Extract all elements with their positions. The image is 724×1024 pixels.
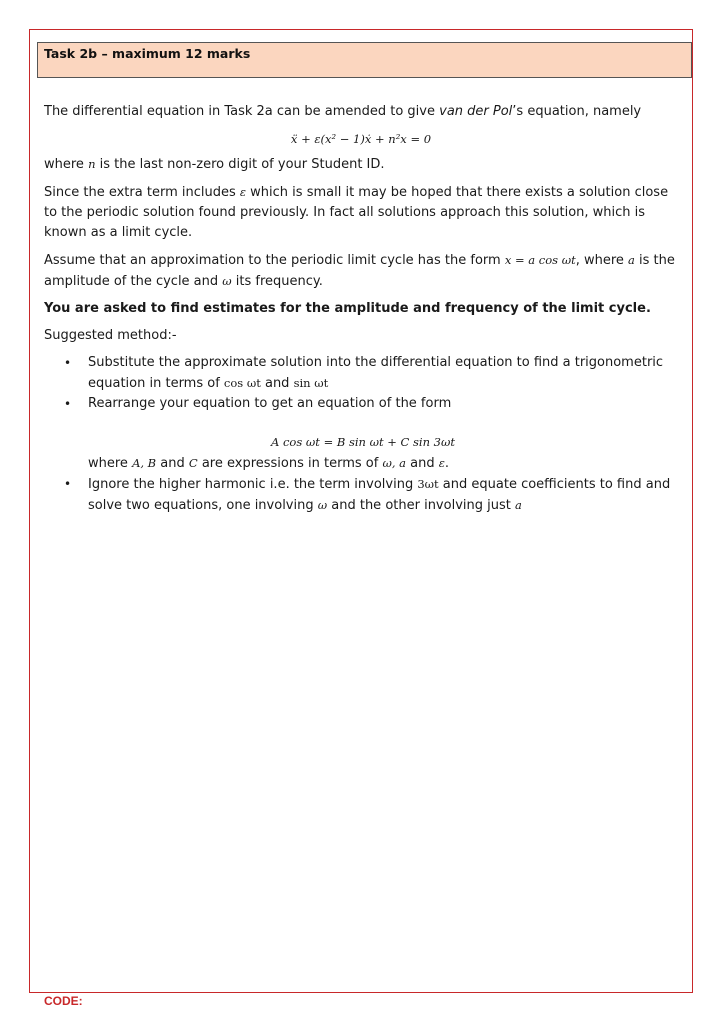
item2-text: Rearrange your equation to get an equation of the form — [88, 396, 452, 411]
var-a: a — [628, 253, 635, 267]
assume-paragraph — [44, 250, 678, 292]
since-paragraph — [44, 182, 678, 243]
where-abc-before: where — [88, 456, 133, 471]
item1-and: and — [260, 376, 294, 391]
task-title: Task 2b – maximum 12 marks — [44, 46, 251, 61]
bullet-icon: • — [64, 477, 72, 491]
var-c: C — [188, 456, 198, 470]
bullet-icon: • — [64, 397, 72, 411]
instruction-bold: You are asked to find estimates for the amplitude and frequency of the limit cycle. — [44, 301, 651, 316]
item3-before: Ignore the higher harmonic i.e. the term involving — [88, 477, 418, 492]
item3-var-omega: ω — [317, 498, 328, 512]
item1-before: Substitute the approximate solution into the differential equation to find a trigonometric equation in terms of — [88, 355, 664, 391]
item1-cos: cos ωt — [223, 376, 261, 390]
suggested-method-label: Suggested method:- — [44, 328, 177, 343]
where-n-after: is the last non-zero digit of your Student ID. — [95, 157, 385, 172]
where-n-before: where — [44, 157, 89, 172]
assume-after: its frequency. — [231, 274, 323, 289]
van-der-pol-equation: ẍ + ε(x² − 1)ẋ + n²x = 0 — [290, 132, 432, 146]
main-equation — [44, 129, 678, 149]
item1-sin: sin ωt — [293, 376, 329, 390]
item3-mid: and equate coefficients to find and solve two equations, one involving — [88, 477, 671, 513]
method-item-rearrange — [44, 394, 678, 474]
vars-a-b: A, B — [132, 456, 157, 470]
target-equation-text: A cos ωt = B sin ωt + C sin 3ωt — [271, 435, 455, 449]
method-list — [44, 353, 678, 516]
task-content — [44, 102, 678, 516]
var-epsilon-2: ε — [438, 456, 445, 470]
where-n-paragraph — [44, 154, 678, 175]
target-equation — [88, 432, 678, 453]
intro-text-after: ’s equation, namely — [512, 104, 642, 119]
item3-var-a: a — [514, 498, 522, 512]
where-abc-and2: and — [405, 456, 439, 471]
method-item-ignore-harmonic — [44, 474, 678, 516]
where-abc-line — [88, 453, 678, 474]
vars-omega-a: ω, a — [382, 456, 406, 470]
where-abc-end: . — [444, 456, 450, 471]
bullet-icon: • — [64, 356, 72, 370]
task-header — [37, 42, 692, 78]
assume-before: Assume that an approximation to the periodic limit cycle has the form — [44, 253, 505, 268]
var-omega: ω — [222, 274, 232, 288]
item3-mid2: and the other involving just — [327, 498, 515, 513]
code-label: CODE: — [44, 994, 83, 1008]
where-abc-mid: are expressions in terms of — [197, 456, 383, 471]
van-der-pol-name: van der Pol — [439, 104, 513, 119]
var-epsilon: ε — [239, 185, 247, 199]
assume-mid2: is the amplitude of the cycle and — [44, 253, 675, 289]
var-n: n — [88, 157, 96, 171]
term-3wt: 3ωt — [417, 477, 439, 491]
assume-mid1: , where — [575, 253, 629, 268]
solution-form: x = a cos ωt — [504, 253, 576, 267]
where-abc-and: and — [156, 456, 189, 471]
intro-text-before: The differential equation in Task 2a can be amended to give — [44, 104, 440, 119]
since-before: Since the extra term includes — [44, 185, 240, 200]
intro-paragraph — [44, 102, 678, 122]
method-item-substitute — [44, 353, 678, 394]
since-after: which is small it may be hoped that there exists a solution close to the periodic solution found previously. In fact all solutions approach this solution, which is known as a limit cycle. — [44, 185, 669, 240]
